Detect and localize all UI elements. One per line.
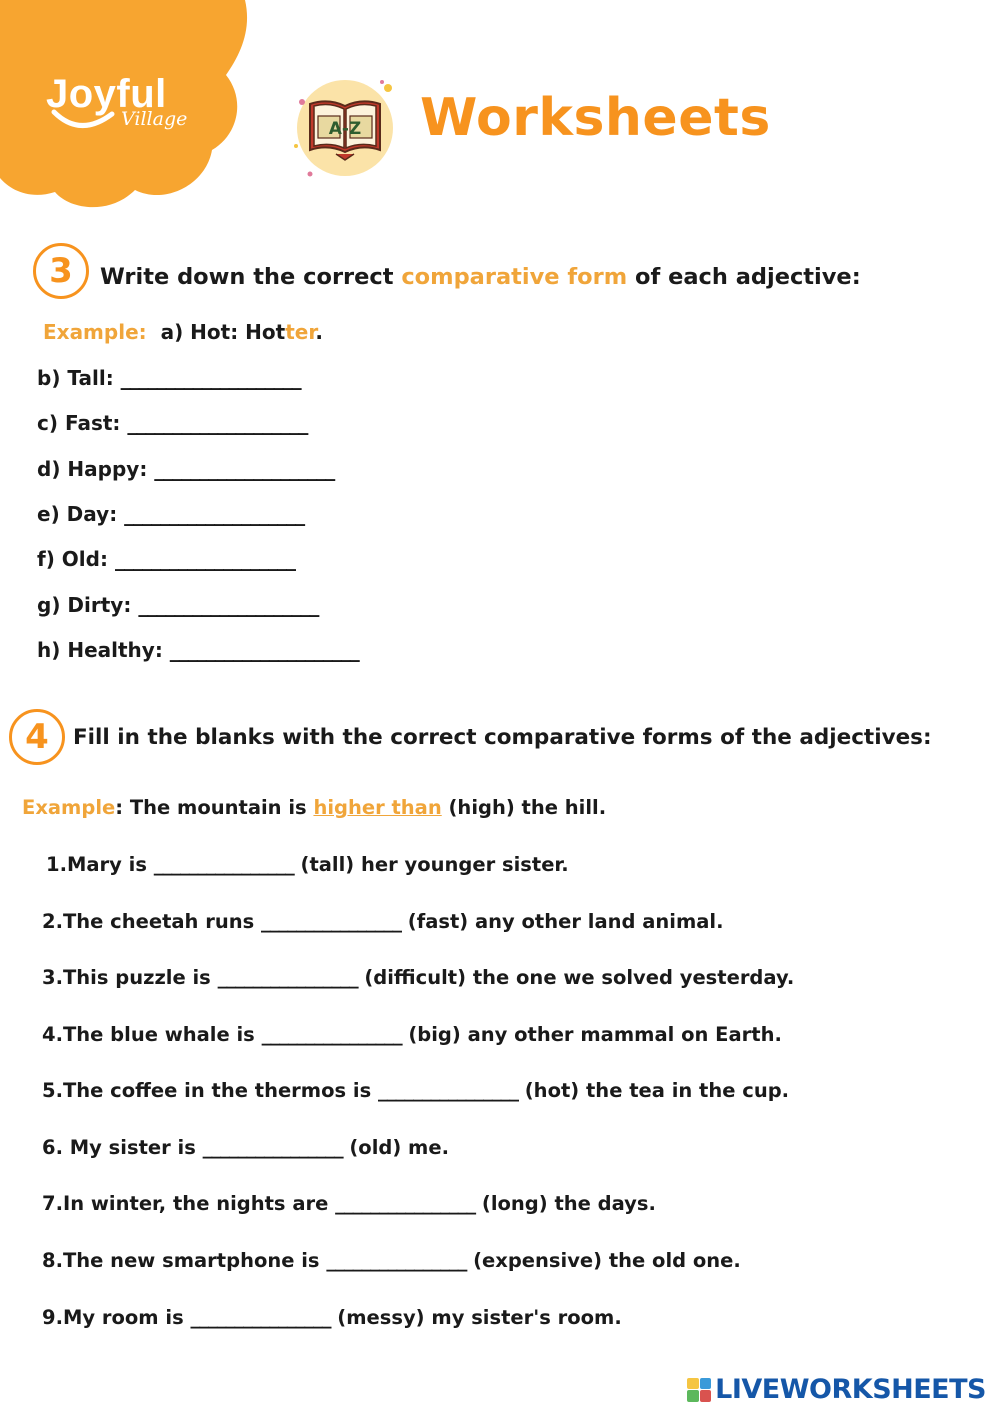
liveworksheets-icon [687, 1378, 711, 1402]
sentence-end: (messy) my sister's room. [330, 1306, 622, 1329]
item-label: b) Tall: [37, 366, 121, 390]
answer-blank[interactable]: ____________________ [114, 547, 295, 571]
answer-blank[interactable]: ________________ [326, 1249, 467, 1272]
answer-blank[interactable]: ____________________ [154, 457, 335, 481]
section-3-title-accent: comparative form [401, 264, 628, 290]
sentence-end: (old) me. [342, 1136, 450, 1159]
answer-blank[interactable]: ________________ [202, 1136, 343, 1159]
sentence-item [46, 853, 569, 876]
section-4-number: 4 [9, 709, 65, 765]
sentence-start: Mary is [66, 853, 154, 876]
brand-logo [46, 72, 196, 142]
item-label: c) Fast: [37, 411, 128, 435]
sentence-start: The coffee in the thermos is [62, 1079, 378, 1102]
section-4-title: Fill in the blanks with the correct comparative forms of the adjectives: [73, 725, 932, 750]
item-number: 7. [42, 1192, 63, 1215]
item-number: 6. [42, 1136, 70, 1159]
sentence-item [42, 1249, 741, 1272]
example-suffix: ter [285, 320, 316, 344]
section-3-title-text: Write down the correct [100, 264, 402, 290]
sentence-item [42, 966, 794, 989]
answer-blank[interactable]: ________________ [377, 1079, 518, 1102]
answer-blank[interactable]: ____________________ [127, 411, 308, 435]
section-3-example [43, 320, 323, 344]
answer-blank[interactable]: ________________ [261, 1023, 402, 1046]
item-number: 5. [42, 1079, 63, 1102]
item-label: g) Dirty: [37, 593, 139, 617]
sentence-end: (long) the days. [475, 1192, 656, 1215]
sentence-item [42, 910, 724, 933]
example-answer: higher than [313, 796, 442, 819]
section-3-title [100, 264, 861, 290]
item-number: 9. [42, 1306, 63, 1329]
answer-blank[interactable]: ____________________ [120, 366, 301, 390]
example-end: . [315, 320, 323, 344]
item-number: 1. [46, 853, 67, 876]
adjective-item [37, 366, 301, 390]
sentence-start: In winter, the nights are [62, 1192, 336, 1215]
item-number: 8. [42, 1249, 63, 1272]
sentence-item [42, 1306, 622, 1329]
item-label: h) Healthy: [37, 638, 170, 662]
sentence-start: My room is [62, 1306, 191, 1329]
sentence-end: (hot) the tea in the cup. [517, 1079, 790, 1102]
section-3-number: 3 [33, 243, 89, 299]
item-label: f) Old: [37, 547, 115, 571]
sentence-item [42, 1136, 449, 1159]
example-label: Example: [43, 320, 147, 344]
sentence-item [42, 1192, 656, 1215]
example-text-end: (high) the hill. [441, 796, 607, 819]
adjective-item [37, 457, 334, 481]
sentence-end: (difficult) the one we solved yesterday. [357, 966, 795, 989]
example-text: : The mountain is [115, 796, 314, 819]
sentence-end: (big) any other mammal on Earth. [401, 1023, 782, 1046]
answer-blank[interactable]: ____________________ [138, 593, 319, 617]
page-title: Worksheets [420, 88, 771, 148]
footer-brand: LIVEWORKSHEETS [715, 1374, 986, 1405]
adjective-item [37, 547, 295, 571]
answer-blank[interactable]: ________________ [261, 910, 402, 933]
sentence-start: My sister is [69, 1136, 203, 1159]
answer-blank[interactable]: ________________ [217, 966, 358, 989]
brand-tagline: Village [121, 108, 188, 130]
liveworksheets-logo [687, 1374, 986, 1405]
sentence-item [42, 1079, 789, 1102]
smile-icon [50, 108, 120, 134]
sentence-start: The cheetah runs [62, 910, 262, 933]
adjective-item [37, 593, 318, 617]
adjective-item [37, 502, 304, 526]
adjective-item [37, 411, 307, 435]
sentence-end: (tall) her younger sister. [293, 853, 569, 876]
item-number: 3. [42, 966, 63, 989]
section-3-title-end: of each adjective: [627, 264, 861, 290]
item-label: d) Happy: [37, 457, 155, 481]
book-icon-label: A-Z [328, 119, 362, 139]
answer-blank[interactable]: _____________________ [169, 638, 359, 662]
brand-name: Joyful [46, 72, 167, 116]
answer-blank[interactable]: ________________ [153, 853, 294, 876]
example-label: Example [22, 796, 116, 819]
book-icon [288, 72, 400, 184]
item-label: e) Day: [37, 502, 125, 526]
section-4-example [22, 796, 606, 819]
example-text: a) Hot: Hot [160, 320, 286, 344]
sentence-end: (expensive) the old one. [466, 1249, 741, 1272]
sentence-end: (fast) any other land animal. [401, 910, 724, 933]
sentence-start: This puzzle is [62, 966, 218, 989]
sentence-start: The new smartphone is [62, 1249, 327, 1272]
item-number: 4. [42, 1023, 63, 1046]
answer-blank[interactable]: ________________ [335, 1192, 476, 1215]
sentence-item [42, 1023, 782, 1046]
answer-blank[interactable]: ____________________ [124, 502, 305, 526]
answer-blank[interactable]: ________________ [190, 1306, 331, 1329]
item-number: 2. [42, 910, 63, 933]
sentence-start: The blue whale is [62, 1023, 262, 1046]
adjective-item [37, 638, 359, 662]
